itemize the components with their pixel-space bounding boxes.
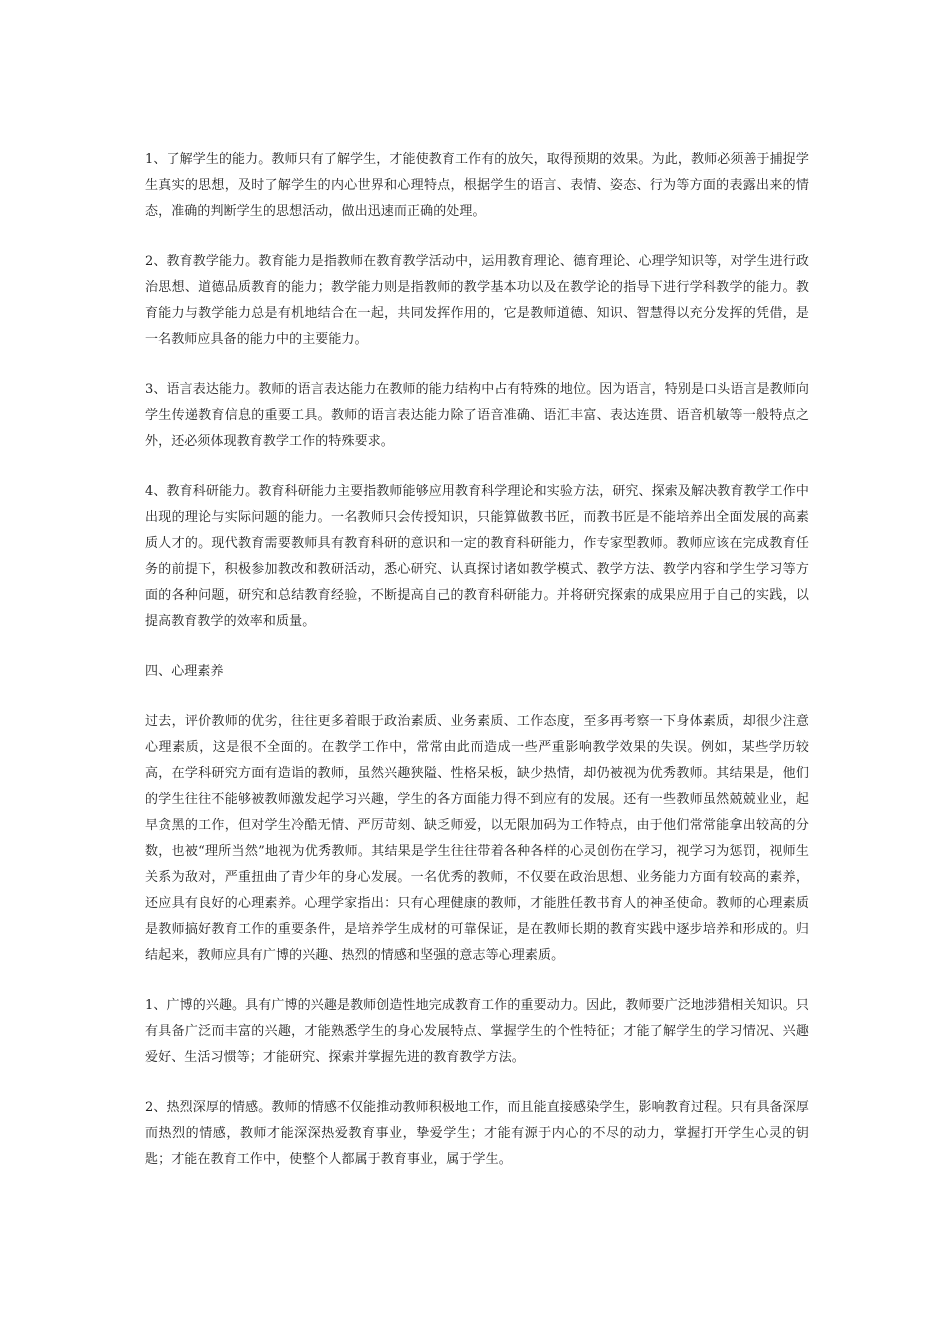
section-heading: 四、心理素养 — [145, 664, 224, 679]
paragraph-broad-interests: 1、广博的兴趣。具有广博的兴趣是教师创造性地完成教育工作的重要动力。因此，教师要广泛地涉猎相关知识。只有具备广泛而丰富的兴趣，才能熟悉学生的身心发展特点、掌握学生的个性特征；才能了解学生的学习情况、兴趣爱好、生活习惯等；才能研究、探索并掌握先进的教育教学方法。 — [145, 998, 809, 1065]
paragraph-research-ability: 4、教育科研能力。教育科研能力主要指教师能够应用教育科学理论和实验方法，研究、探索及解决教育教学工作中出现的理论与实际问题的能力。一名教师只会传授知识，只能算做教书匠，而教书匠是不能培养出全面发展的高素质人才的。现代教育需要教师具有教育科研的意识和一定的教育科研能力，作专家型教师。教师应该在完成教育任务的前提下，积极参加教改和教研活动，悉心研究、认真探讨诸如教学模式、教学方法、教学内容和学生学习等方面的各种问题，研究和总结教育经验，不断提高自己的教育科研能力。并将研究探索的成果应用于自己的实践，以提高教育教学的效率和质量。 — [145, 484, 809, 629]
paragraph-teaching-ability: 2、教育教学能力。教育能力是指教师在教育教学活动中，运用教育理论、德育理论、心理学知识等，对学生进行政治思想、道德品质教育的能力；教学能力则是指教师的教学基本功以及在教学论的指导下进行学科教学的能力。教育能力与教学能力总是有机地结合在一起，共同发挥作用的，它是教师道德、知识、智慧得以充分发挥的凭借，是一名教师应具备的能力中的主要能力。 — [145, 254, 809, 347]
paragraph-language-expression: 3、语言表达能力。教师的语言表达能力在教师的能力结构中占有特殊的地位。因为语言，特别是口头语言是教师向学生传递教育信息的重要工具。教师的语言表达能力除了语音准确、语汇丰富、表达连贯、语音机敏等一般特点之外，还必须体现教育教学工作的特殊要求。 — [145, 382, 809, 449]
paragraph-understanding-students: 1、了解学生的能力。教师只有了解学生，才能使教育工作有的放矢，取得预期的效果。为此，教师必须善于捕捉学生真实的思想，及时了解学生的内心世界和心理特点，根据学生的语言、表情、姿态、行为等方面的表露出来的情态，准确的判断学生的思想活动，做出迅速而正确的处理。 — [145, 152, 809, 219]
document-body — [145, 147, 809, 1197]
paragraph-psychological-intro: 过去，评价教师的优劣，往往更多着眼于政治素质、业务素质、工作态度，至多再考察一下身体素质，却很少注意心理素质，这是很不全面的。在教学工作中，常常由此而造成一些严重影响教学效果的失误。例如，某些学历较高，在学科研究方面有造诣的教师，虽然兴趣狭隘、性格呆板，缺少热情，却仍被视为优秀教师。其结果是，他们的学生往往不能够被教师激发起学习兴趣，学生的各方面能力得不到应有的发展。还有一些教师虽然兢兢业业，起早贪黑的工作，但对学生冷酷无情、严厉苛刻、缺乏师爱，以无限加码为工作特点，由于他们常常能拿出较高的分数，也被“理所当然”地视为优秀教师。其结果是学生往往带着各种各样的心灵创伤在学习，视学习为惩罚，视师生关系为敌对，严重扭曲了青少年的身心发展。一名优秀的教师，不仅要在政治思想、业务能力方面有较高的素养，还应具有良好的心理素养。心理学家指出：只有心理健康的教师，才能胜任教书育人的神圣使命。教师的心理素质是教师搞好教育工作的重要条件，是培养学生成材的可靠保证，是在教师长期的教育实践中逐步培养和形成的。归结起来，教师应具有广博的兴趣、热烈的情感和坚强的意志等心理素质。 — [145, 714, 809, 963]
paragraph-deep-emotion: 2、热烈深厚的情感。教师的情感不仅能推动教师积极地工作，而且能直接感染学生，影响教育过程。只有具备深厚而热烈的情感，教师才能深深热爱教育事业，挚爱学生；才能有源于内心的不尽的动力，掌握打开学生心灵的钥匙；才能在教育工作中，使整个人都属于教育事业，属于学生。 — [145, 1100, 809, 1167]
